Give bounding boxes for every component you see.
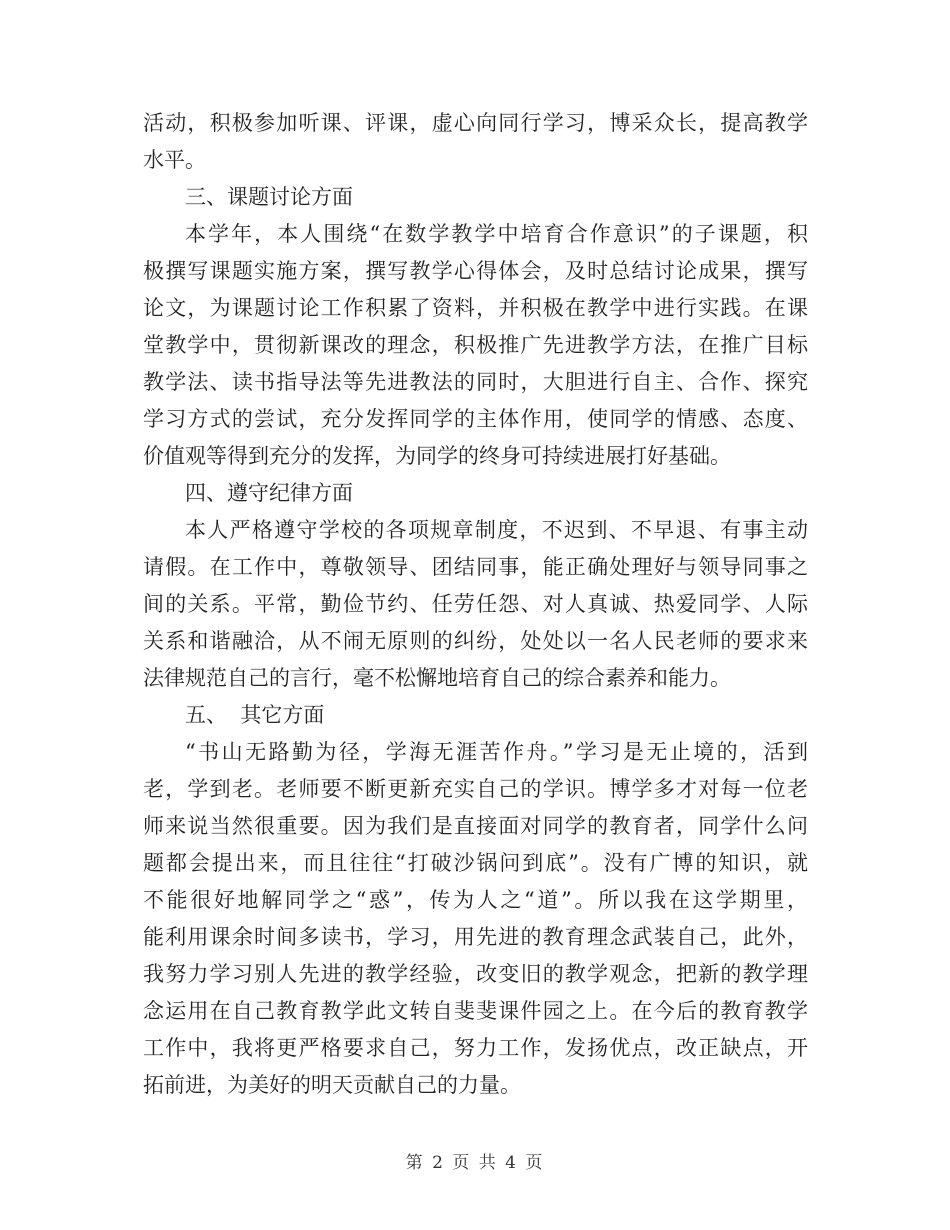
page-number-footer: 第 2 页 共 4 页 bbox=[405, 1153, 545, 1173]
body-line: 请假。在工作中，尊敬领导、团结同事，能正确处理好与领导同事之 bbox=[143, 555, 808, 579]
body-line: 论文，为课题讨论工作积累了资料，并积极在教学中进行实践。在课 bbox=[143, 296, 808, 320]
body-line: 堂教学中，贯彻新课改的理念，积极推广先进教学方法，在推广目标 bbox=[143, 333, 808, 357]
document-body bbox=[143, 105, 808, 1104]
section-heading-discipline: 四、遵守纪律方面 bbox=[185, 481, 353, 505]
body-line: 工作中，我将更严格要求自己，努力工作，发扬优点，改正缺点，开 bbox=[143, 1036, 808, 1060]
body-line: 念运用在自己教育教学此文转自斐斐课件园之上。在今后的教育教学 bbox=[143, 999, 808, 1023]
body-line: 老，学到老。老师要不断更新充实自己的学识。博学多才对每一位老 bbox=[143, 777, 808, 801]
body-line: 不能很好地解同学之“惑”，传为人之“道”。所以我在这学期里， bbox=[143, 888, 808, 912]
body-line: 能利用课余时间多读书，学习，用先进的教育理念武装自己，此外， bbox=[143, 925, 808, 949]
body-line: 极撰写课题实施方案，撰写教学心得体会，及时总结讨论成果，撰写 bbox=[143, 259, 808, 283]
body-line: 间的关系。平常，勤俭节约、任劳任怨、对人真诚、热爱同学、人际 bbox=[143, 592, 808, 616]
body-line: 关系和谐融洽，从不闹无原则的纠纷，处处以一名人民老师的要求来 bbox=[143, 629, 808, 653]
body-line: 价值观等得到充分的发挥，为同学的终身可持续进展打好基础。 bbox=[143, 444, 731, 468]
body-line: 题都会提出来，而且往往“打破沙锅问到底”。没有广博的知识，就 bbox=[143, 851, 808, 875]
section-heading-other: 五、 其它方面 bbox=[185, 703, 325, 727]
body-line: 水平。 bbox=[143, 148, 206, 172]
body-line: 本人严格遵守学校的各项规章制度，不迟到、不早退、有事主动 bbox=[185, 518, 808, 542]
body-line: 我努力学习别人先进的教学经验，改变旧的教学观念，把新的教学理 bbox=[143, 962, 808, 986]
body-line: 学习方式的尝试，充分发挥同学的主体作用，使同学的情感、态度、 bbox=[143, 407, 808, 431]
body-line: 活动，积极参加听课、评课，虚心向同行学习，博采众长，提高教学 bbox=[143, 111, 808, 135]
body-line: 教学法、读书指导法等先进教法的同时，大胆进行自主、合作、探究 bbox=[143, 370, 808, 394]
body-line: “书山无路勤为径，学海无涯苦作舟。”学习是无止境的，活到 bbox=[185, 740, 808, 764]
body-line: 本学年，本人围绕“在数学教学中培育合作意识”的子课题，积 bbox=[185, 222, 808, 246]
section-heading-research: 三、课题讨论方面 bbox=[185, 185, 353, 209]
body-line: 师来说当然很重要。因为我们是直接面对同学的教育者，同学什么问 bbox=[143, 814, 808, 838]
body-line: 法律规范自己的言行，毫不松懈地培育自己的综合素养和能力。 bbox=[143, 666, 731, 690]
body-line: 拓前进，为美好的明天贡献自己的力量。 bbox=[143, 1073, 521, 1097]
